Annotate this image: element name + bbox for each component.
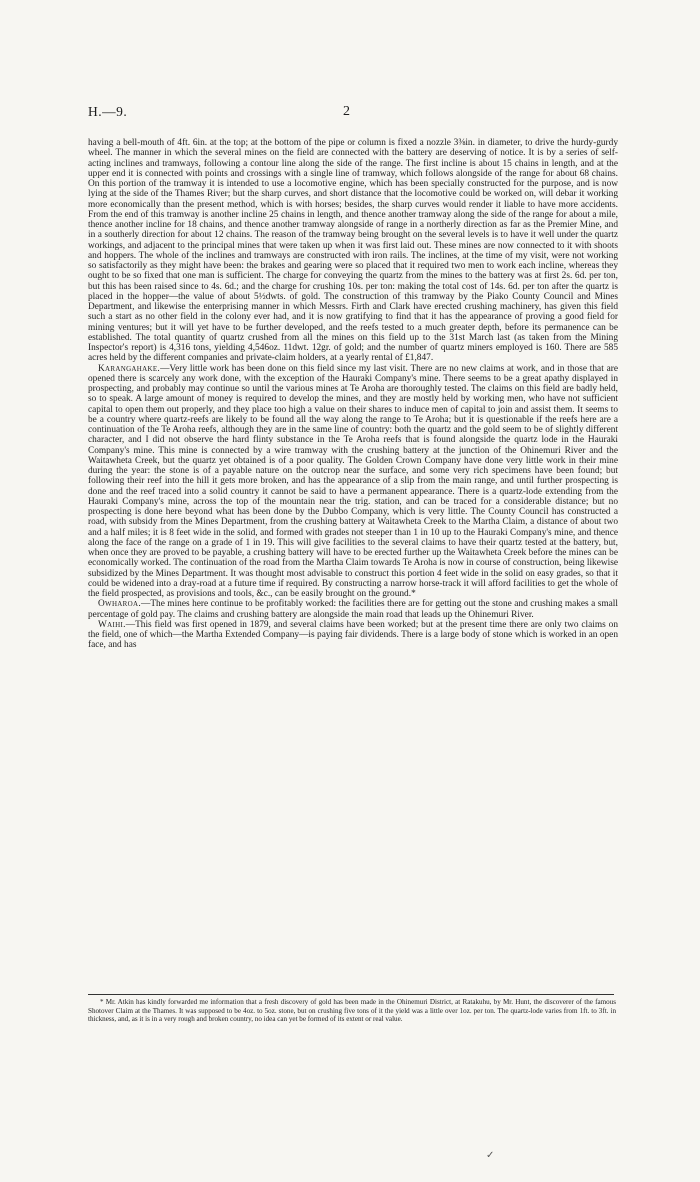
footnote xyxy=(88,998,616,1024)
section-lead-owharoa: Owharoa. xyxy=(98,599,141,610)
section-lead-karangahake: Karangahake. xyxy=(98,363,161,374)
pencil-tick-mark: ✓ xyxy=(486,1150,495,1161)
document-code: H.—9. xyxy=(88,104,128,119)
body-text xyxy=(88,138,618,651)
paragraph-text: —This field was first opened in 1879, and several claims have been worked; but at the present time there are only two claims on the field, one of which—the Martha Extended Company—is paying fair dividends. There is a large body of stone which is worked in an open face, and has xyxy=(88,619,618,651)
page-header xyxy=(88,104,612,124)
paragraph-text: —The mines here continue to be profitably worked: the facilities there are for getting out the stone and crushing makes a small percentage of gold pay. The claims and crushing battery are alongside the main road that leads up the Ohinemuri River. xyxy=(88,599,618,620)
paragraph-text: —Very little work has been done on this field since my last visit. There are no new claims at work, and in those that are opened there is scarcely any work done, with the exception of the Hauraki Company's mine. There seems to be a great apathy displayed in prospecting, and probably may continue so until the various mines at Te Aroha are thoroughly tested. The claims on this field are badly held, so to speak. A large amount of money is required to develop the mines, and they are mostly held by working men, who have not sufficient capital to open them out properly, and they place too high a value on their shares to induce men of capital to join and assist them. It seems to be a country where quartz-reefs are likely to be found all the way along the range to Te Aroha; but it is questionable if the reefs here are a continuation of the Te Aroha reefs, although they are in the same line of country: both the quartz and the gold seem to be of slightly different character, and I did not observe the hard flinty substance in the Te Aroha reefs that is found alongside the quartz lode in the Hauraki Company's mine. This mine is connected by a wire tramway with the crushing battery at the junction of the Ohinemuri River and the Waitawheta Creek, but the quartz yet obtained is of a poor quality. The Golden Crown Company have done very little work in their mine during the year: the stone is of a payable nature on the outcrop near the surface, and some very rich specimens have been found; but following their reef into the hill it gets more broken, and has the appearance of a slip from the main range, and until further prospecting is done and the reef traced into a solid country it cannot be said to have a permanent appearance. There is a quartz-lode extending from the Hauraki Company's mine, across the top of the mountain near the trig. station, and can be traced for a considerable distance; but no prospecting is done here beyond what has been done by the Dubbo Company, which is very little. The County Council has constructed a road, with subsidy from the Mines Department, from the crushing battery at Waitawheta Creek to the Martha Claim, a distance of about two and a half miles; it is 8 feet wide in the solid, and formed with grades not steeper than 1 in 10 up to the Hauraki Company's mine, and thence along the face of the range on a grade of 1 in 19. This will give facilities to the several claims to have their quartz tested at the battery, but, when once they are proved to be payable, a crushing battery will have to be erected further up the Waitawheta Creek before the mines can be economically worked. The continuation of the road from the Martha Claim towards Te Aroha is now in course of construction, being likewise subsidized by the Mines Department. It was thought most advisable to construct this portion 4 feet wide in the solid on easy grades, so that it could be widened into a dray-road at a future time if required. By constructing a narrow horse-track it will afford facilities to get the whole of the field prospected, as provisions and tools, &c., can be easily brought on the ground.* xyxy=(88,363,618,599)
paragraph-tramway xyxy=(88,138,618,364)
footnote-text: * Mr. Atkin has kindly forwarded me information that a fresh discovery of gold has been made in the Ohinemuri District, at Ratakuhu, by Mr. Hunt, the discoverer of the famous Shotover Claim at the Thames. It was supposed to be 4oz. to 5oz. stone, but on crushing five tons of it the yield was a little over 1oz. per ton. The quartz-lode varies from 1ft. to 3ft. in thickness, and, as it is in a very rough and broken country, no idea can yet be formed of its extent or real value. xyxy=(88,998,616,1024)
paragraph-karangahake xyxy=(88,364,618,600)
paragraph-waihi xyxy=(88,620,618,651)
section-lead-waihi: Waihi. xyxy=(98,619,126,630)
footnote-divider xyxy=(88,994,614,995)
paragraph-owharoa xyxy=(88,599,618,620)
paragraph-text: having a bell-mouth of 4ft. 6in. at the top; at the bottom of the pipe or column is fixed a nozzle 3⅜in. in diameter, to drive the hurdy-gurdy wheel. The manner in which the several mines on the field are connected with the battery are deserving of notice. It is by a series of self-acting inclines and tramways, following a contour line along the side of the range. The first incline is about 15 chains in length, and at the upper end it is connected with points and crossings with a single line of tramway, which follows alongside of the range for about 68 chains. On this portion of the tramway it is intended to use a locomotive engine, which has been specially constructed for the purpose, and is now lying at the side of the Thames River; but the sharp curves, and short distance that the locomotive could be worked on, will debar it working more economically than the present method, which is with horses; besides, the sharp curves would render it liable to have more accidents. From the end of this tramway is another incline 25 chains in length, and thence another tramway along the side of the range for about a mile, thence another incline for 18 chains, and thence another tramway alongside of range in a northerly direction as far as the Premier Mine, and in a southerly direction for about 12 chains. The reason of the tramway being brought on the several levels is to have it well under the quartz workings, and adjacent to the principal mines that were taken up when it was first laid out. These mines are now connected to it with shoots and hoppers. The whole of the inclines and tramways are constructed with iron rails. The inclines, at the time of my visit, were not working so satisfactorily as they might have been: the brakes and gearing were so placed that it required two men to work each incline, whereas they ought to be so fixed that one man is sufficient. The charge for conveying the quartz from the mines to the battery was at first 2s. 6d. per ton, but this has been raised since to 4s. 6d.; and the charge for crushing 10s. per ton: making the total cost of 14s. 6d. per ton after the quartz is placed in the hopper—the value of about 5½dwts. of gold. The construction of this tramway by the Piako County Council and Mines Department, and likewise the enterprising manner in which Messrs. Firth and Clark have erected crushing machinery, has given this field such a start as no other field in the colony ever had, and it is now gratifying to find that it has the appearance of proving a good field for mining ventures; but it will yet have to be further developed, and the reefs tested to a much greater depth, before its permanence can be established. The total quantity of quartz crushed from all the mines on this field up to the 31st March last (as taken from the Mining Inspector's report) is 4,316 tons, yielding 4,546oz. 11dwt. 12gr. of gold; and the number of quartz miners employed is 160. There are 585 acres held by the different companies and private-claim holders, at a yearly rental of £1,847. xyxy=(88,138,618,364)
page-number: 2 xyxy=(343,104,350,119)
